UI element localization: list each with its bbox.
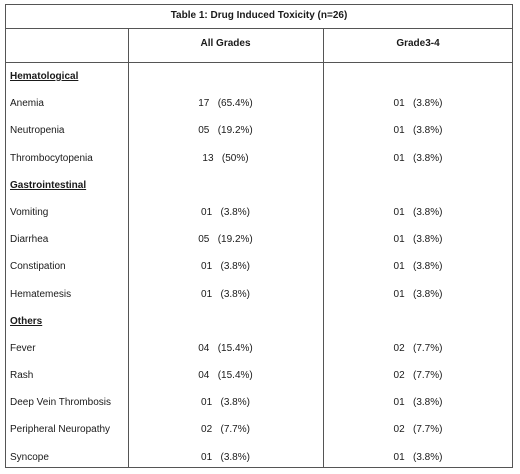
section-label: Hematological: [10, 71, 79, 82]
toxicity-label: Diarrhea: [10, 234, 49, 246]
table-row: [6, 117, 512, 144]
all-grades-value: 01 (3.8%): [201, 397, 250, 409]
table-row: [6, 226, 512, 253]
grade-3-4-value: 01 (3.8%): [393, 234, 443, 246]
table-body: [6, 63, 512, 471]
toxicity-label: Thrombocytopenia: [10, 152, 93, 164]
all-grades-value: 01 (3.8%): [201, 206, 250, 218]
table-row: [6, 253, 512, 280]
grade-3-4-value: 01 (3.8%): [393, 98, 443, 110]
all-grades-value: 01 (3.8%): [201, 261, 250, 273]
table-row: [6, 444, 512, 471]
grade-3-4-value: 01 (3.8%): [393, 206, 443, 218]
toxicity-table: [5, 4, 513, 468]
section-label: Others: [10, 315, 43, 327]
toxicity-label: Fever: [10, 342, 36, 354]
section-header-row: [6, 172, 512, 199]
grade-3-4-value: 02 (7.7%): [393, 342, 443, 354]
table-row: [6, 199, 512, 226]
table-row: [6, 90, 512, 117]
table-row: [6, 389, 512, 416]
all-grades-value: 01 (3.8%): [201, 288, 250, 300]
all-grades-value: 04 (15.4%): [198, 370, 253, 382]
table-header-row: [6, 29, 512, 63]
grade-3-4-value: 02 (7.7%): [393, 424, 443, 436]
all-grades-value: 01 (3.8%): [201, 451, 250, 463]
section-header-row: [6, 308, 512, 335]
table-title: Table 1: Drug Induced Toxicity (n=26): [6, 5, 512, 29]
header-grade-3-4: Grade3-4: [396, 38, 440, 49]
table-row: [6, 416, 512, 443]
toxicity-label: Neutropenia: [10, 125, 65, 137]
grade-3-4-value: 01 (3.8%): [393, 152, 443, 164]
section-label: Gastrointestinal: [10, 179, 87, 191]
all-grades-value: 05 (19.2%): [198, 125, 253, 137]
section-header-row: [6, 63, 512, 90]
toxicity-label: Hematemesis: [10, 288, 72, 300]
all-grades-value: 04 (15.4%): [198, 342, 253, 354]
grade-3-4-value: 01 (3.8%): [393, 288, 443, 300]
toxicity-label: Peripheral Neuropathy: [10, 424, 111, 436]
grade-3-4-value: 01 (3.8%): [393, 397, 443, 409]
table-row: [6, 335, 512, 362]
toxicity-label: Rash: [10, 370, 34, 382]
all-grades-value: 13 (50%): [202, 152, 249, 164]
grade-3-4-value: 01 (3.8%): [393, 451, 443, 463]
table-row: [6, 281, 512, 308]
toxicity-label: Deep Vein Thrombosis: [10, 397, 111, 409]
all-grades-value: 02 (7.7%): [201, 424, 250, 436]
header-all-grades: All Grades: [200, 38, 251, 49]
table-row: [6, 362, 512, 389]
toxicity-label: Constipation: [10, 261, 66, 273]
all-grades-value: 17 (65.4%): [198, 98, 253, 110]
toxicity-label: Anemia: [10, 98, 44, 110]
grade-3-4-value: 01 (3.8%): [393, 125, 443, 137]
toxicity-label: Vomiting: [10, 206, 49, 218]
grade-3-4-value: 02 (7.7%): [393, 370, 443, 382]
toxicity-label: Syncope: [10, 451, 49, 463]
all-grades-value: 05 (19.2%): [198, 234, 253, 246]
grade-3-4-value: 01 (3.8%): [393, 261, 443, 273]
table-row: [6, 145, 512, 172]
